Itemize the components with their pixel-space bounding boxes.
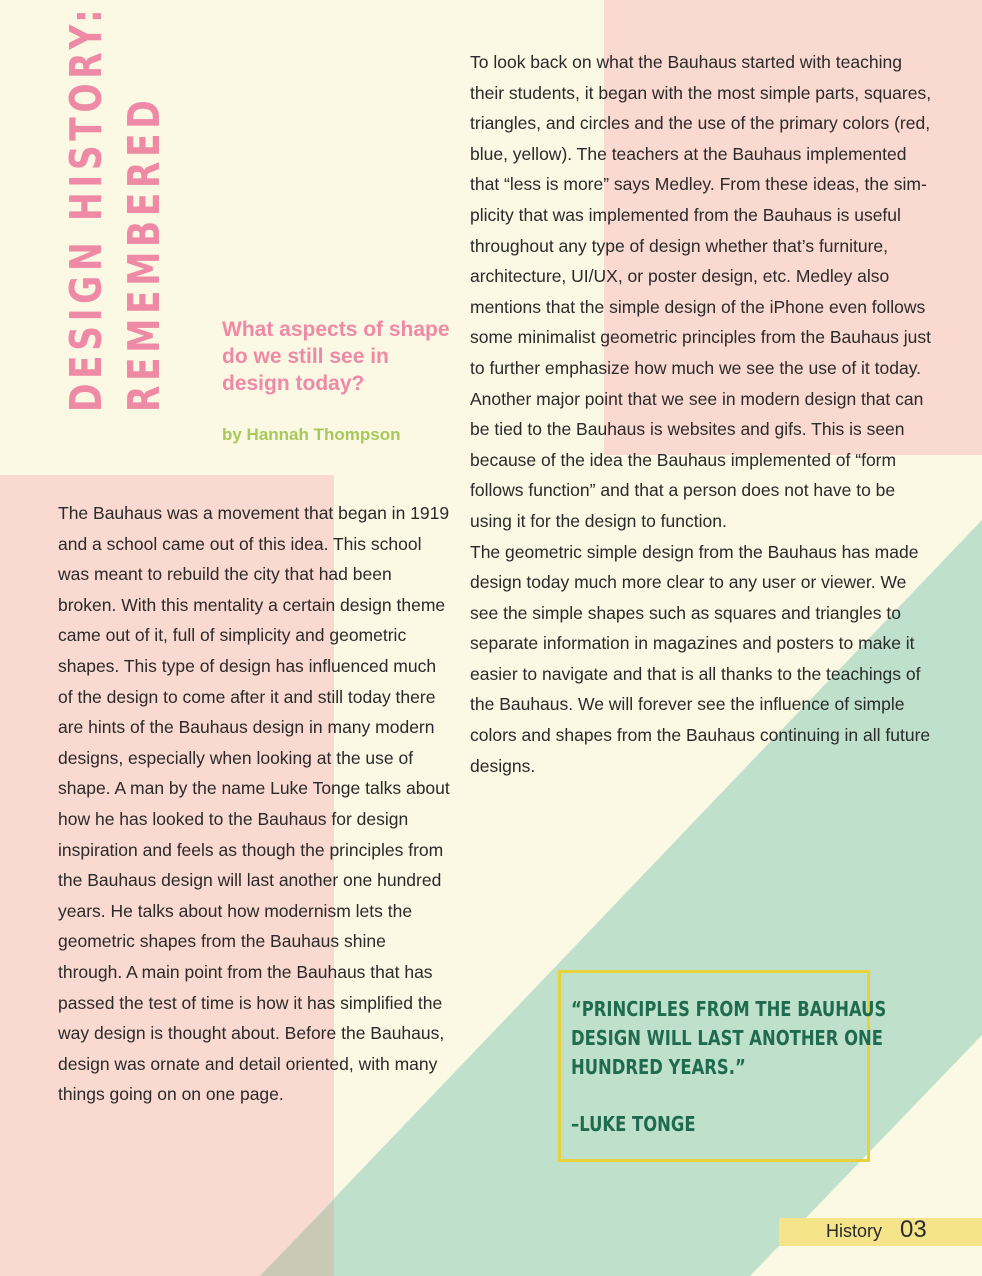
right-column-paragraph-1: To look back on what the Bauhaus started with teaching their students, it began with the most simple parts, squares, triangles, and circles and the use of the primary colors (red, blue, yellow). The teachers at the Bauhaus implemented that “less is more” says Medley. From these ideas, the simplicity that was implemented from the Bauhaus is useful throughout any type of design whether that’s furniture, architecture, UI/UX, or poster design, etc. Medley also mentions that the simple design of the iPhone even follows some minimalist geometric principles from the Bauhaus just to further emphasize how much we see the use of it today. Another major point that we see in modern design that can be tied to the Bauhaus is websites and gifs. This is seen because of the idea the Bauhaus implemented of “form follows function” and that a person does not have to be using it for the design to function.	[470, 52, 932, 531]
pull-quote-box	[558, 970, 887, 1162]
pull-quote-attribution: –LUKE TONGE	[571, 1112, 696, 1136]
title-line-1: DESIGN HISTORY:	[61, 4, 112, 412]
footer-section-label: History	[826, 1221, 883, 1241]
page-number: 03	[900, 1216, 927, 1243]
pull-quote-line-1: “PRINCIPLES FROM THE BAUHAUS	[571, 997, 887, 1021]
left-column-paragraph: The Bauhaus was a movement that began in 1919 and a school came out of this idea. This school was meant to rebuild the city that had been broken. With this mentality a certain design theme came out of it, full of simplicity and geometric shapes. This type of design has influenced much of the design to come after it and still today there are hints of the Bauhaus design in many modern designs, especially when looking at the use of shape. A man by the name Luke Tonge talks about how he has looked to the Bauhaus for design inspiration and feels as though the principles from the Bauhaus design will last another one hundred years. He talks about how modernism lets the geometric shapes from the Bauhaus shine through. A main point from the Bauhaus that has passed the test of time is how it has simplified the way design is thought about. Before the Bauhaus, design was ornate and detail oriented, with many things going on on one page.	[58, 503, 450, 1105]
pull-quote-line-2: DESIGN WILL LAST ANOTHER ONE	[571, 1026, 883, 1050]
article-deck: What aspects of shape do we still see in design today?	[222, 318, 450, 395]
right-column-paragraph-2: The geometric simple design from the Bauhaus has made design today much more clear to any user or viewer. We see the simple shapes such as squares and triangles to separate information in magazines and posters to make it easier to navigate and that is all thanks to the teachings of the Bauhaus. We will forever see the influence of simple colors and shapes from the Bauhaus continuing in all future designs.	[470, 541, 931, 776]
left-column	[58, 498, 450, 1110]
title-line-2: REMEMBERED	[119, 95, 170, 412]
right-column	[470, 47, 932, 781]
author-byline: by Hannah Thompson	[222, 425, 401, 444]
pull-quote-line-3: HUNDRED YEARS.”	[571, 1055, 746, 1079]
article-title	[58, 0, 174, 412]
